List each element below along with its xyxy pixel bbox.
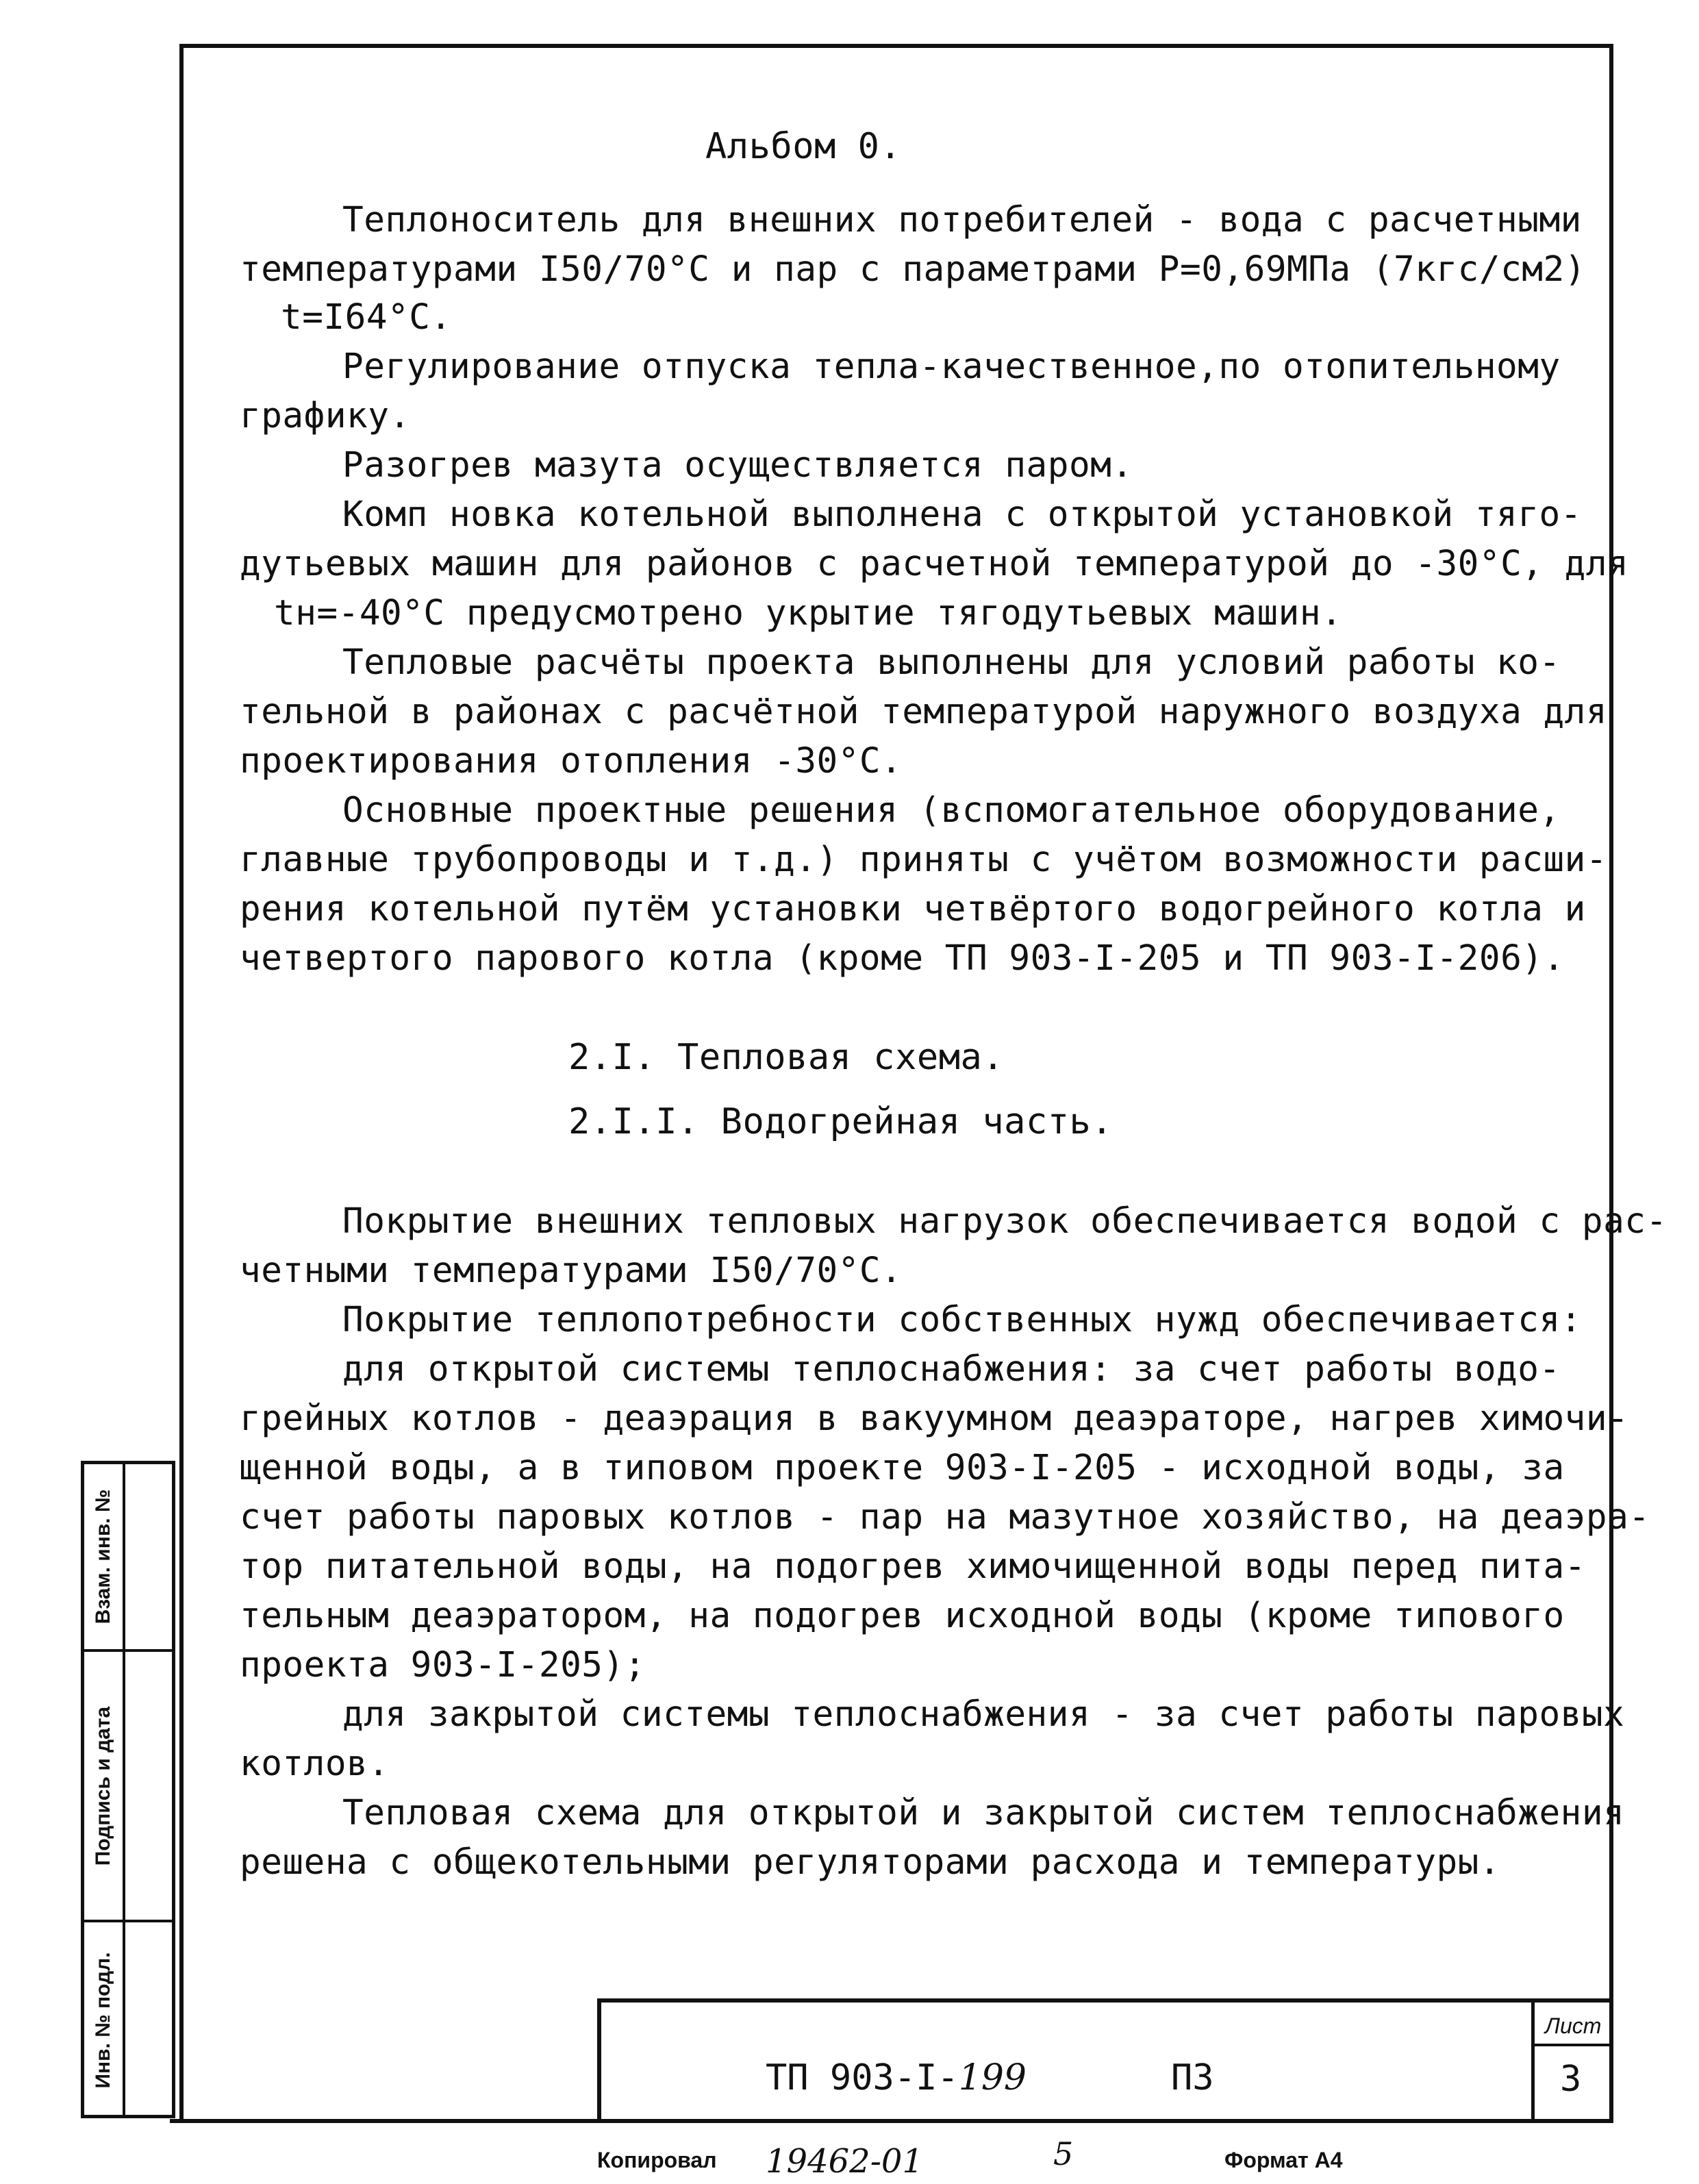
text-line: четными температурами I50/70°С. <box>240 1251 903 1291</box>
text-line: Покрытие внешних тепловых нагрузок обеспечивается водой с рас- <box>342 1201 1667 1242</box>
side-stamp-divider <box>84 1649 172 1652</box>
document-designation <box>766 2057 1027 2098</box>
document-code: ПЗ <box>1171 2057 1214 2098</box>
sheet-label: Лист <box>1545 2013 1602 2038</box>
text-line: рения котельной путём установки четвёртого водогрейного котла и <box>240 889 1586 929</box>
signature-date-label: Подпись и дата <box>92 1706 114 1866</box>
side-stamp-divider <box>123 1464 125 2115</box>
subsection-heading: 2.I.I. Водогрейная часть. <box>568 1101 1113 1142</box>
page-number: 5 <box>1053 2135 1074 2172</box>
format-label: Формат А4 <box>1224 2148 1343 2172</box>
designation-prefix: ТП 903-I- <box>766 2057 959 2098</box>
text-line: щенной воды, а в типовом проекте 903-I-205 - исходной воды, за <box>240 1448 1565 1488</box>
copied-label: Копировал <box>597 2148 717 2172</box>
section-heading: 2.I. Тепловая схема. <box>568 1037 1005 1078</box>
text-line: Регулирование отпуска тепла-качественное,по отопительному <box>342 347 1561 387</box>
text-line: Покрытие теплопотребности собственных нужд обеспечивается: <box>342 1300 1582 1340</box>
inv-no-label: Инв. № подл. <box>92 1952 114 2089</box>
text-line: дутьевых машин для районов с расчетной температурой до -30°С, для <box>240 544 1629 584</box>
title-block <box>597 1998 1613 2121</box>
text-line: Комп новка котельной выполнена с открытой установкой тяго- <box>342 494 1582 535</box>
text-line: решена с общекотельными регуляторами расхода и температуры. <box>240 1842 1501 1883</box>
bottom-rule <box>170 2119 1613 2123</box>
text-line: графику. <box>240 396 411 436</box>
album-title: Альбом 0. <box>705 126 902 167</box>
text-line: тельным деаэратором, на подогрев исходной воды (кроме типового <box>240 1596 1565 1636</box>
side-stamp-divider <box>84 1920 172 1922</box>
text-line: для закрытой системы теплоснабжения - за счет работы паровых <box>342 1694 1625 1735</box>
text-line: Теплоноситель для внешних потребителей - вода с расчетными <box>342 200 1582 240</box>
title-block-divider <box>1531 2003 1535 2121</box>
text-line: t=I64°С. <box>281 297 452 338</box>
text-line: tн=-40°С предусмотрено укрытие тягодутьевых машин. <box>274 593 1343 633</box>
text-line: Основные проектные решения (вспомогательное оборудование, <box>342 790 1561 831</box>
text-line: температурами I50/70°С и пар с параметрами Р=0,69МПа (7кгс/см2) <box>240 249 1586 290</box>
title-block-divider <box>1531 2044 1609 2046</box>
text-line: главные трубопроводы и т.д.) приняты с учётом возможности расши- <box>240 840 1608 880</box>
text-line: четвертого парового котла (кроме ТП 903-I-205 и ТП 903-I-206). <box>240 938 1565 979</box>
text-line: Тепловая схема для открытой и закрытой систем теплоснабжения <box>342 1793 1625 1833</box>
copy-number: 19462-01 <box>766 2142 923 2181</box>
text-line: грейных котлов - деаэрация в вакуумном деаэраторе, нагрев химочи- <box>240 1398 1629 1439</box>
vzam-inv-label: Взам. инв. № <box>92 1489 114 1624</box>
text-line: счет работы паровых котлов - пар на мазутное хозяйство, на деаэра- <box>240 1497 1650 1537</box>
sheet-number: 3 <box>1560 2059 1582 2100</box>
text-line: проектирования отопления -30°С. <box>240 741 903 781</box>
text-line: тор питательной воды, на подогрев химочищенной воды перед пита- <box>240 1546 1586 1587</box>
text-line: проекта 903-I-205); <box>240 1645 646 1685</box>
text-line: Разогрев мазута осуществляется паром. <box>342 445 1133 486</box>
side-stamp <box>81 1461 175 2118</box>
text-line: тельной в районах с расчётной температурой наружного воздуха для <box>240 692 1608 732</box>
text-line: Тепловые расчёты проекта выполнены для условий работы ко- <box>342 642 1561 683</box>
designation-handwritten: 199 <box>958 2057 1027 2098</box>
text-line: для открытой системы теплоснабжения: за счет работы водо- <box>342 1349 1561 1390</box>
text-line: котлов. <box>240 1744 390 1784</box>
